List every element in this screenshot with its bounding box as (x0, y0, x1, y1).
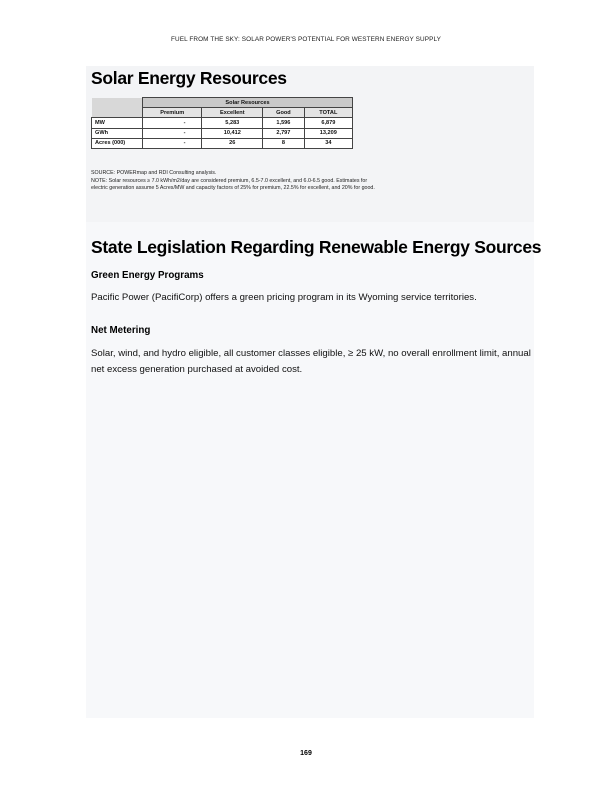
table-row (92, 128, 353, 138)
row-label: Acres (000) (92, 138, 143, 148)
paragraph-green-energy-programs: Pacific Power (PacifiCorp) offers a green pricing program in its Wyoming service territories. (91, 292, 477, 303)
table-notes (91, 170, 381, 193)
section-title-solar-resources: Solar Energy Resources (91, 68, 287, 88)
table-cell: 8 (263, 138, 305, 148)
subheading-net-metering: Net Metering (91, 325, 151, 336)
paragraph-net-metering: Solar, wind, and hydro eligible, all customer classes eligible, ≥ 25 kW, no overall enrollment limit, annual net excess generation purchased at avoided cost. (91, 348, 531, 375)
table-cell: 26 (202, 138, 263, 148)
subheading-green-energy-programs: Green Energy Programs (91, 270, 204, 281)
running-header: FUEL FROM THE SKY: SOLAR POWER'S POTENTIAL FOR WESTERN ENERGY SUPPLY (171, 36, 441, 43)
table-cell: - (143, 138, 202, 148)
table-cell: 34 (304, 138, 352, 148)
table-cell: - (143, 118, 202, 128)
table-group-header: Solar Resources (143, 98, 353, 108)
table-cell: - (143, 128, 202, 138)
row-label: MW (92, 118, 143, 128)
table-row (92, 138, 353, 148)
column-header: TOTAL (304, 108, 352, 118)
table-note: NOTE: Solar resources ≥ 7.0 kWh/m2/day are considered premium, 6.5-7.0 excellent, and 6.0-6.5 good. Estimates for electric generation assume 5 Acres/MW and capacity factors of 25% for premium, 22.5% for excellent, and 20% for good. (91, 177, 375, 192)
table-cell: 13,209 (304, 128, 352, 138)
solar-resources-table (91, 97, 353, 149)
section-title-state-legislation: State Legislation Regarding Renewable Energy Sources (91, 237, 542, 257)
column-header: Good (263, 108, 305, 118)
table-row (92, 118, 353, 128)
page-background (86, 66, 534, 718)
table-source: SOURCE: POWERmap and RDI Consulting analysis. (91, 170, 217, 176)
table-cell: 1,596 (263, 118, 305, 128)
column-header: Excellent (202, 108, 263, 118)
table-corner-cell (92, 98, 143, 118)
table-cell: 6,879 (304, 118, 352, 128)
page-number: 169 (300, 750, 312, 757)
table-cell: 10,412 (202, 128, 263, 138)
table-cell: 2,797 (263, 128, 305, 138)
table-group-header-row (92, 98, 353, 108)
row-label: GWh (92, 128, 143, 138)
column-header: Premium (143, 108, 202, 118)
table-cell: 5,283 (202, 118, 263, 128)
